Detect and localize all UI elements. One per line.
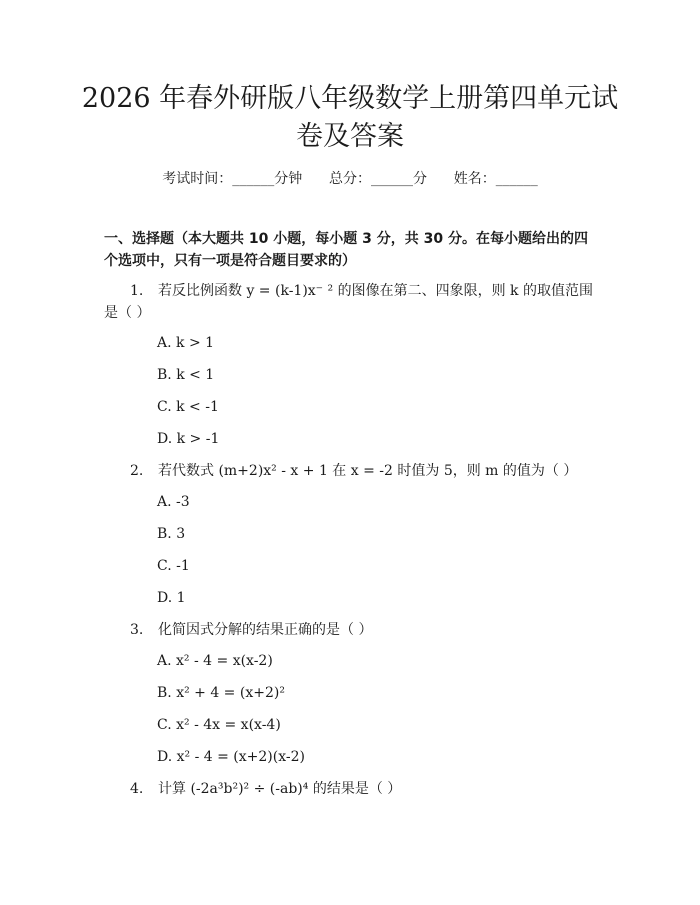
question-1-option-b: B. k < 1 (157, 367, 215, 383)
question-1-option-c: C. k < -1 (157, 399, 219, 415)
question-number: 3. (130, 622, 144, 638)
exam-title (60, 80, 640, 156)
question-number: 1. (130, 283, 144, 299)
question-2-option-b: B. 3 (157, 526, 186, 542)
question-3-option-c: C. x² - 4x = x(x-4) (157, 717, 281, 733)
question-stem: 若代数式 (m+2)x² - x + 1 在 x = -2 时值为 5，则 m 的值为（ ） (158, 463, 578, 479)
question-3-option-d: D. x² - 4 = (x+2)(x-2) (157, 749, 305, 765)
question-3-option-b: B. x² + 4 = (x+2)² (157, 685, 285, 701)
question-1-option-a: A. k > 1 (157, 335, 215, 351)
question-2 (104, 460, 599, 482)
question-3 (104, 619, 599, 641)
question-stem: 若反比例函数 y = (k-1)x⁻ ² 的图像在第二、四象限，则 k 的取值范围是（ ） (104, 283, 593, 321)
question-2-option-a: A. -3 (157, 494, 190, 510)
exam-info-line: 考试时间：______分钟 总分：______分 姓名：______ (162, 171, 538, 187)
question-number: 2. (130, 463, 144, 479)
exam-title-line-1: 2026 年春外研版八年级数学上册第四单元试 (81, 83, 619, 114)
question-1-option-d: D. k > -1 (157, 431, 220, 447)
question-4 (104, 778, 599, 800)
question-2-option-c: C. -1 (157, 558, 190, 574)
question-stem: 计算 (-2a³b²)² ÷ (-ab)⁴ 的结果是（ ） (158, 781, 402, 797)
exam-title-line-2: 卷及答案 (296, 121, 404, 152)
section-1-heading: 一、选择题（本大题共 10 小题，每小题 3 分，共 30 分。在每小题给出的四个选项中，只有一项是符合题目要求的） (104, 231, 588, 269)
question-number: 4. (130, 781, 144, 797)
question-2-option-d: D. 1 (157, 590, 186, 606)
question-stem: 化简因式分解的结果正确的是（ ） (158, 622, 373, 638)
question-3-option-a: A. x² - 4 = x(x-2) (157, 653, 273, 669)
question-1 (104, 280, 599, 324)
